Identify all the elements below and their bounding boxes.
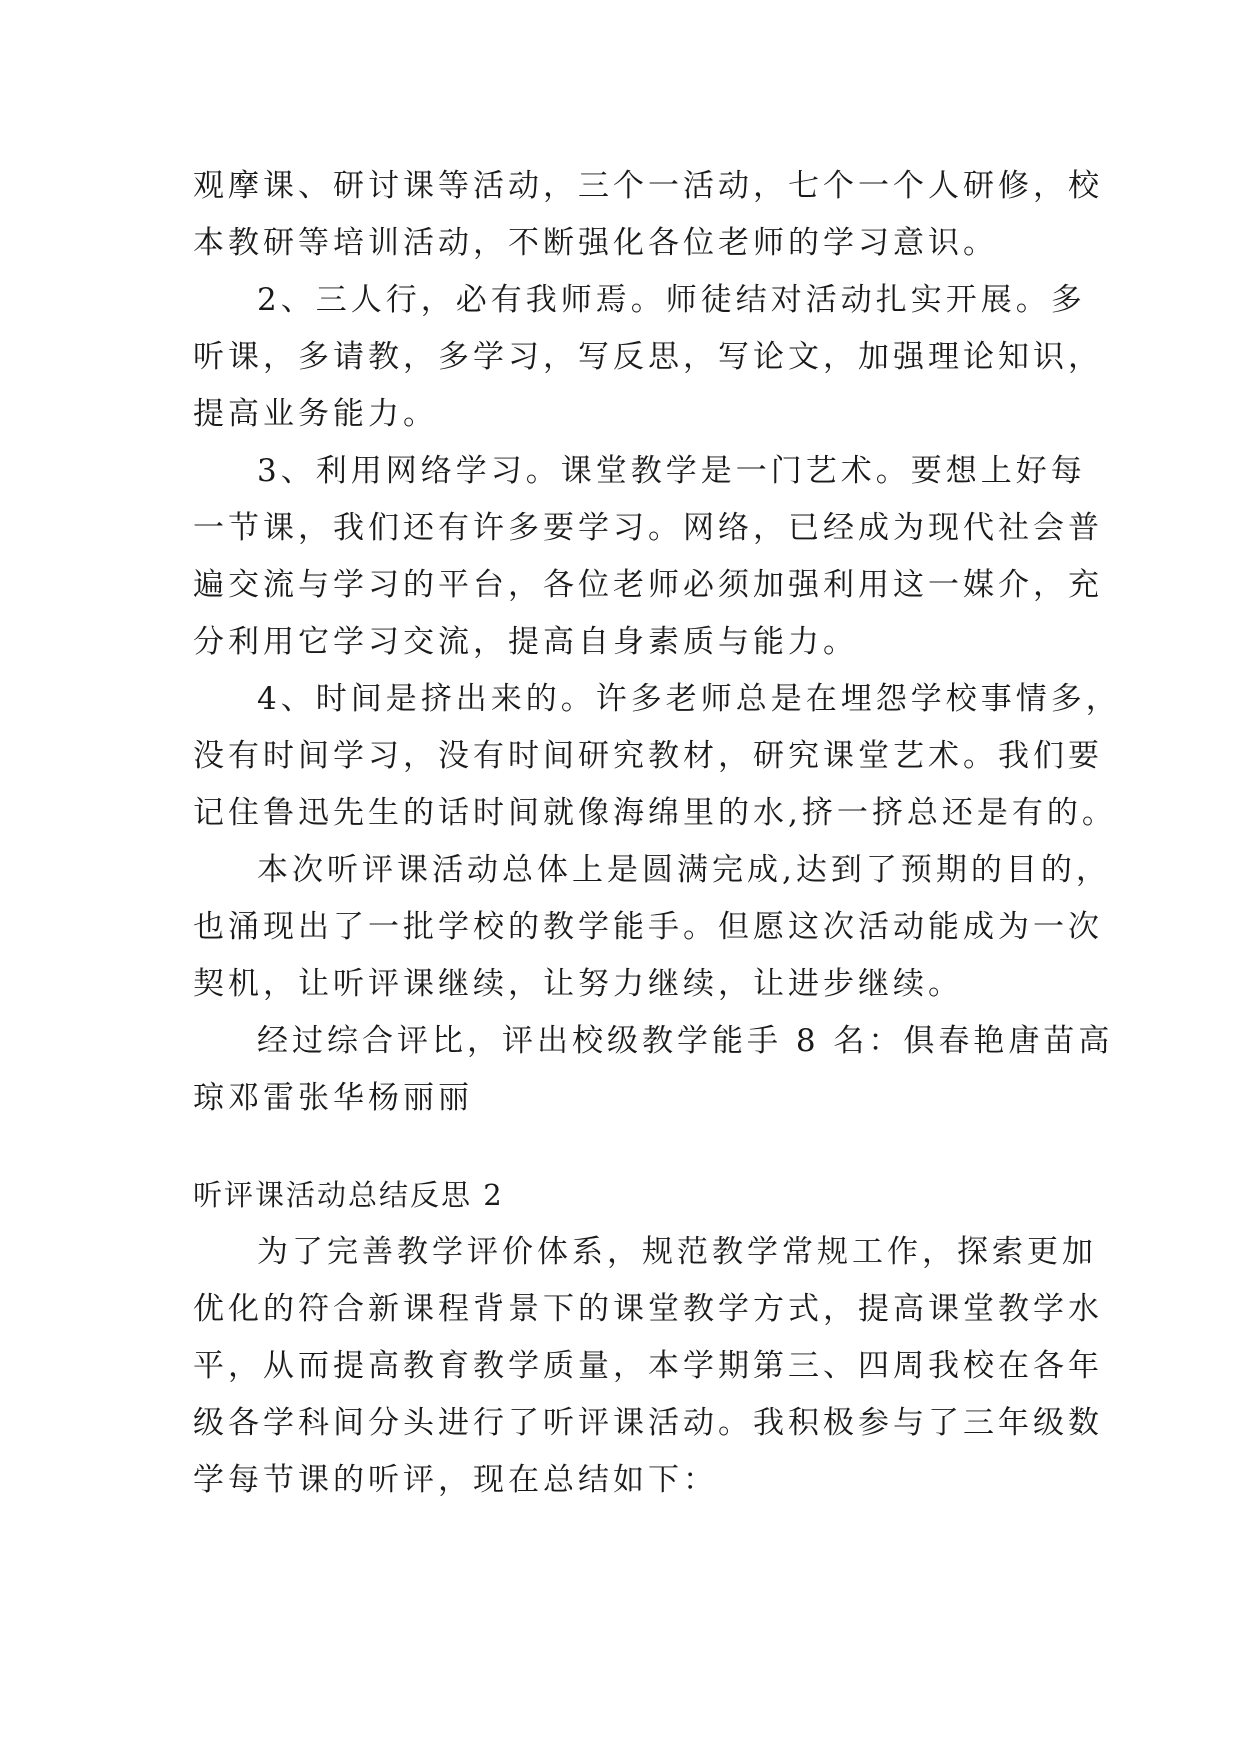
paragraph-4-line: 记住鲁迅先生的话时间就像海绵里的水,挤一挤总还是有的。 [193,795,1117,831]
text-line: 观摩课、研讨课等活动，三个一活动，七个一个人研修，校 [193,168,1103,204]
paragraph-2-line: 听课，多请教，多学习，写反思，写论文，加强理论知识， [193,339,1103,375]
section-title: 听评课活动总结反思 2 [193,1178,504,1212]
paragraph-2-line: 提高业务能力。 [193,396,438,432]
paragraph-3-line: 遍交流与学习的平台，各位老师必须加强利用这一媒介，充 [193,567,1103,603]
text-line: 本教研等培训活动，不断强化各位老师的学习意识。 [193,225,998,261]
paragraph-3-line: 3、利用网络学习。课堂教学是一门艺术。要想上好每 [257,453,1086,489]
paragraph-4-line: 没有时间学习，没有时间研究教材，研究课堂艺术。我们要 [193,738,1103,774]
paragraph-4-line: 4、时间是挤出来的。许多老师总是在埋怨学校事情多， [257,681,1121,717]
paragraph-5-line: 也涌现出了一批学校的教学能手。但愿这次活动能成为一次 [193,909,1103,945]
paragraph-5-line: 契机，让听评课继续，让努力继续，让进步继续。 [193,966,963,1002]
section-gap [193,1127,1053,1167]
paragraph-3-line: 一节课，我们还有许多要学习。网络，已经成为现代社会普 [193,510,1103,546]
paragraph-6-line: 经过综合评比，评出校级教学能手 8 名：俱春艳唐苗高 [257,1023,1114,1059]
paragraph-7-line: 级各学科间分头进行了听评课活动。我积极参与了三年级数 [193,1405,1103,1441]
paragraph-7-line: 优化的符合新课程背景下的课堂教学方式，提高课堂教学水 [193,1291,1103,1327]
paragraph-6-line: 琼邓雷张华杨丽丽 [193,1080,473,1116]
paragraph-7-line: 平，从而提高教育教学质量，本学期第三、四周我校在各年 [193,1348,1103,1384]
paragraph-7-line: 为了完善教学评价体系，规范教学常规工作，探索更加 [257,1234,1097,1270]
document-page [193,158,1121,1509]
paragraph-7-line: 学每节课的听评，现在总结如下： [193,1462,718,1498]
paragraph-2-line: 2、三人行，必有我师焉。师徒结对活动扎实开展。多 [257,282,1086,318]
paragraph-5-line: 本次听评课活动总体上是圆满完成,达到了预期的目的， [257,852,1111,888]
paragraph-3-line: 分利用它学习交流，提高自身素质与能力。 [193,624,858,660]
